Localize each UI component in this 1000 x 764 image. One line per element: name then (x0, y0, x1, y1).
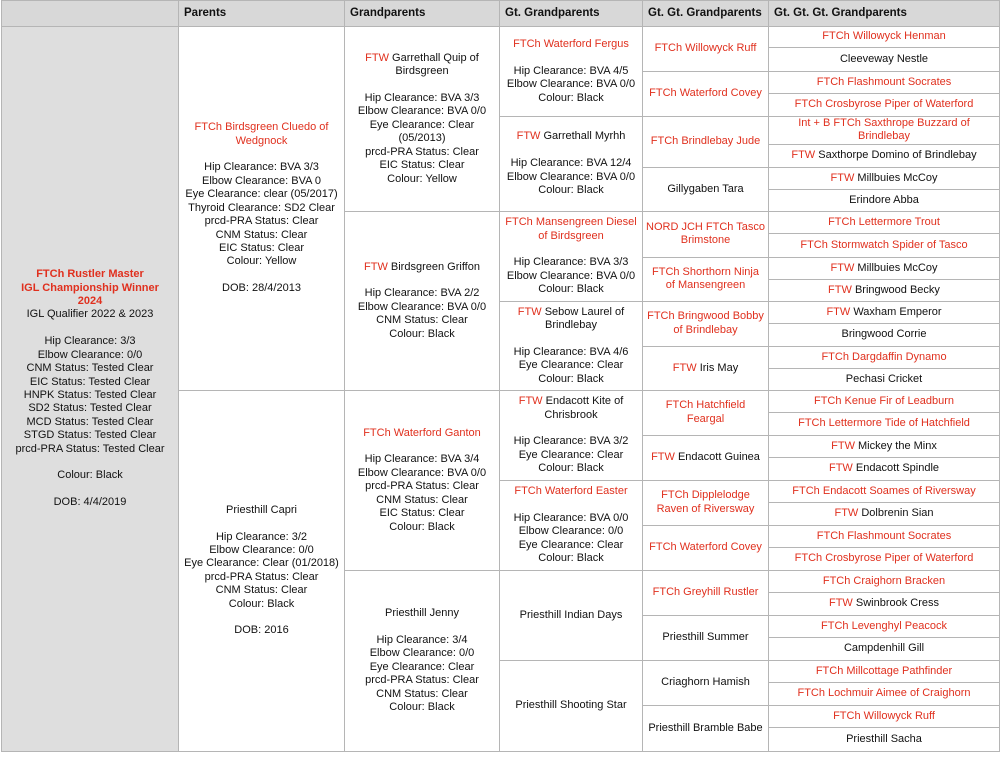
dog-name: Int + B FTCh Saxthrope Buzzard of Brindlebay (798, 117, 970, 143)
dog-name: FTCh Rustler Master (36, 268, 144, 281)
ggggp-cell (769, 682, 1000, 705)
dog-name: Birdsgreen Griffon (390, 260, 480, 273)
detail-line: (05/2013) (398, 132, 446, 145)
dog-name: FTCh Lochmuir Aimee of Craighorn (797, 687, 971, 700)
ggggp-cell (769, 257, 1000, 279)
ggggp-cell (769, 412, 1000, 435)
kennel-title: FTCh (514, 485, 542, 498)
spacer (182, 148, 341, 161)
dog-name: Mansengreen Diesel of Birdsgreen (535, 216, 637, 242)
dog-name: FTCh Willowyck Ruff (833, 709, 935, 722)
gggp-cell (643, 615, 769, 660)
ggggp-cell (769, 144, 1000, 167)
header-gt-gt-gt-grandparents: Gt. Gt. Gt. Grandparents (769, 1, 1000, 27)
dog-name: Campdenhill Gill (843, 642, 925, 655)
kennel-title: FTW (516, 130, 541, 143)
gggp-cell (643, 301, 769, 346)
dog-health-item: Hip Clearance: 3/3 (44, 335, 136, 348)
dog-health-item: prcd-PRA Status: Tested Clear (15, 442, 165, 455)
ggp-cell (500, 27, 643, 117)
detail-line: Elbow Clearance: BVA 0/0 (506, 170, 636, 183)
detail-line: Colour: Black (389, 327, 455, 340)
kennel-title: FTW (651, 451, 675, 464)
ggggp-cell (769, 279, 1000, 301)
dog-name: Garrethall Myrhh (543, 130, 626, 143)
dog-name: FTCh Waterford Covey (649, 87, 762, 100)
detail-line: Hip Clearance: BVA 3/3 (364, 92, 480, 105)
dog-name: Birdsgreen Cluedo of Wedgnock (225, 121, 329, 147)
pedigree-body (2, 27, 1000, 752)
gp-cell (345, 211, 500, 390)
spacer (503, 144, 639, 157)
gggp-cell (643, 346, 769, 390)
ancestor-name (503, 609, 639, 622)
detail-line: Hip Clearance: BVA 0/0 (513, 511, 629, 524)
ggggp-cell (769, 457, 1000, 480)
detail-line: Eye Clearance: Clear (369, 660, 475, 673)
dog-name: Priesthill Bramble Babe (648, 721, 763, 734)
dog-name: Endacott Kite of Chrisbrook (544, 395, 624, 421)
kennel-title: FTW (517, 305, 542, 318)
detail-line: Eye Clearance: Clear (518, 538, 624, 551)
detail-line: Colour: Black (538, 91, 604, 104)
spacer (348, 621, 496, 634)
detail-line: Hip Clearance: BVA 2/2 (364, 287, 480, 300)
detail-line: Hip Clearance: BVA 3/3 (204, 161, 319, 174)
ggggp-cell (769, 660, 1000, 682)
dog-name: Pechasi Cricket (845, 372, 923, 385)
dog-name: FTCh Bringwood Bobby of Brindlebay (647, 310, 764, 336)
spacer (503, 243, 639, 256)
kennel-title: FTW (834, 507, 859, 520)
ggggp-cell (769, 547, 1000, 570)
ggp-cell (500, 480, 643, 570)
gggp-cell (643, 570, 769, 615)
detail-line: Hip Clearance: 3/4 (376, 633, 468, 646)
header-parents: Parents (179, 1, 345, 27)
ggggp-cell (769, 167, 1000, 189)
gggp-cell (643, 211, 769, 257)
detail-line: Hip Clearance: BVA 3/2 (513, 435, 629, 448)
ggggp-cell (769, 72, 1000, 94)
kennel-title: FTCh (363, 426, 391, 439)
dog-name: Endacott Guinea (677, 451, 760, 464)
dog-name: FTCh Crosbyrose Piper of Waterford (794, 552, 974, 565)
detail-line: Colour: Black (228, 597, 295, 610)
detail-line: Colour: Black (389, 520, 455, 533)
dog-name: FTCh Flashmount Socrates (816, 75, 952, 88)
spacer (503, 422, 639, 435)
detail-line: Colour: Yellow (387, 172, 457, 185)
header-dog (2, 1, 179, 27)
kennel-title: FTW (828, 462, 853, 475)
detail-line: Colour: Black (389, 701, 455, 714)
dog-name: Priesthill Summer (662, 631, 749, 644)
ggggp-cell (769, 94, 1000, 117)
ggp-cell (500, 211, 643, 301)
kennel-title: FTW (365, 51, 389, 64)
detail-line: Hip Clearance: 3/2 (215, 530, 308, 543)
dog-name: Iris May (699, 361, 739, 374)
gggp-cell (643, 390, 769, 435)
ggggp-cell (769, 189, 1000, 211)
ancestor-name (348, 52, 496, 79)
detail-line: EIC Status: Clear (379, 507, 465, 520)
dog-name: Saxthorpe Domino of Brindlebay (818, 149, 977, 162)
dog-health-item: EIC Status: Tested Clear (29, 375, 151, 388)
ggggp-cell (769, 592, 1000, 615)
dog-name: Millbuies McCoy (857, 261, 938, 274)
detail-line: Hip Clearance: BVA 3/3 (513, 256, 629, 269)
dog-name: Dolbrenin Sian (861, 507, 934, 520)
dog-name: FTCh Lettermore Trout (828, 215, 940, 228)
dog-name: Waterford Fergus (543, 37, 629, 50)
gggp-cell (643, 435, 769, 480)
dog-name: Mickey the Minx (858, 439, 937, 452)
dog-name: NORD JCH FTCh Tasco Brimstone (646, 220, 765, 247)
dog-name: Priesthill Capri (226, 503, 297, 516)
detail-line: Elbow Clearance: BVA 0/0 (357, 466, 487, 479)
dog-name: FTCh Levenghyl Peacock (821, 619, 947, 632)
kennel-title: FTW (791, 149, 816, 162)
ggp-cell (500, 117, 643, 212)
ggggp-cell (769, 502, 1000, 525)
detail-line: CNM Status: Clear (376, 314, 468, 327)
ggp-cell (500, 570, 643, 660)
ggggp-cell (769, 368, 1000, 390)
detail-line: Colour: Black (538, 283, 604, 296)
pedigree-row (2, 27, 1000, 48)
dog-name: Gillygaben Tara (667, 182, 744, 195)
ancestor-name (348, 607, 496, 620)
dog-name: Priesthill Sacha (846, 732, 922, 745)
detail-line: EIC Status: Clear (219, 241, 304, 254)
pedigree-table (1, 0, 1000, 752)
detail-line: CNM Status: Clear (376, 687, 468, 700)
dog-name: Waterford Ganton (393, 426, 481, 439)
kennel-title: FTW (518, 395, 543, 408)
ggggp-cell (769, 346, 1000, 368)
kennel-title: FTCh (505, 216, 533, 229)
header-gt-grandparents: Gt. Grandparents (500, 1, 643, 27)
dog-qualifier: IGL Qualifier 2022 & 2023 (26, 308, 154, 321)
dog-name: FTCh Endacott Soames of Riversway (792, 484, 976, 497)
detail-line: Elbow Clearance: BVA 0/0 (506, 78, 636, 91)
dog-name: FTCh Brindlebay Jude (650, 135, 761, 148)
dog-name: Priesthill Indian Days (519, 608, 623, 621)
spacer (182, 517, 341, 530)
spacer (348, 79, 496, 92)
dam-cell (179, 390, 345, 751)
detail-line: Eye Clearance: Clear (518, 359, 624, 372)
gggp-cell (643, 167, 769, 211)
detail-line: Elbow Clearance: BVA 0/0 (357, 105, 487, 118)
dog-name: Waxham Emperor (853, 305, 942, 318)
subject-dog-cell (2, 27, 179, 752)
ggggp-cell (769, 727, 1000, 751)
ggp-cell (500, 301, 643, 390)
dog-name: FTCh Flashmount Socrates (816, 529, 952, 542)
detail-line: Colour: Yellow (226, 255, 297, 268)
sire-name (182, 121, 341, 148)
detail-line: prcd-PRA Status: Clear (204, 570, 319, 583)
dog-name: FTCh Stormwatch Spider of Tasco (800, 238, 968, 251)
ancestor-name (503, 395, 639, 422)
detail-line: Elbow Clearance: 0/0 (209, 544, 314, 556)
dog-name: FTCh Hatchfield Feargal (665, 399, 746, 425)
detail-line: CNM Status: Clear (215, 584, 308, 597)
ancestor-name (503, 699, 639, 712)
spacer (503, 332, 639, 345)
ancestor-name (503, 130, 639, 143)
ggggp-cell (769, 323, 1000, 346)
dog-title: IGL Championship Winner (21, 281, 159, 294)
detail-line: CNM Status: Clear (215, 228, 308, 241)
dog-name: Erindore Abba (849, 193, 919, 206)
kennel-title: FTW (831, 439, 855, 452)
kennel-title: FTW (826, 305, 851, 318)
dog-name: FTCh Dargdaffin Dynamo (821, 350, 947, 363)
dog-name: FTCh Shorthorn Ninja of Mansengreen (652, 265, 759, 292)
spacer (5, 483, 175, 496)
dog-name: Sebow Laurel of Brindlebay (544, 305, 625, 331)
dog-health-item: SD2 Status: Tested Clear (28, 402, 152, 415)
dog-name: Endacott Spindle (855, 462, 940, 475)
spacer (348, 440, 496, 453)
dog-name: FTCh Greyhill Rustler (652, 586, 759, 599)
detail-line: Elbow Clearance: BVA 0/0 (357, 300, 487, 313)
dog-name: FTCh Kenue Fir of Leadburn (813, 394, 955, 407)
ggggp-cell (769, 570, 1000, 592)
kennel-title: FTW (672, 361, 697, 374)
dog-name: FTCh Millcottage Pathfinder (815, 664, 953, 677)
dog-health-item: MCD Status: Tested Clear (26, 415, 154, 428)
gggp-cell (643, 257, 769, 301)
dog-health-item: Elbow Clearance: 0/0 (37, 348, 143, 361)
header-gt-gt-grandparents: Gt. Gt. Grandparents (643, 1, 769, 27)
ancestor-name (503, 306, 639, 333)
dog-name: Cleeveway Nestle (839, 52, 929, 65)
ancestor-name (348, 261, 496, 274)
detail-line: EIC Status: Clear (379, 159, 465, 172)
detail-line: CNM Status: Clear (376, 493, 468, 506)
gggp-cell (643, 27, 769, 72)
gggp-cell (643, 117, 769, 168)
dog-name: Priesthill Shooting Star (515, 699, 627, 712)
detail-line: Hip Clearance: BVA 4/6 (513, 345, 629, 358)
ggggp-cell (769, 301, 1000, 323)
kennel-title: FTW (828, 283, 852, 296)
dog-name: FTCh Waterford Covey (649, 541, 762, 554)
ancestor-name (503, 216, 639, 243)
gggp-cell (643, 660, 769, 705)
dog-name: FTCh Lettermore Tide of Hatchfield (798, 417, 970, 430)
kennel-title: FTCh (194, 121, 223, 134)
detail-line: Thyroid Clearance: SD2 Clear (188, 201, 335, 214)
ggggp-cell (769, 48, 1000, 72)
spacer (503, 51, 639, 64)
dog-name: Swinbrook Cress (855, 597, 940, 610)
dam-dob: DOB: 2016 (234, 624, 289, 637)
dog-name: FTCh Willowyck Henman (822, 30, 946, 43)
ancestor-name (503, 485, 639, 498)
dog-health-item: STGD Status: Tested Clear (23, 429, 157, 442)
dog-title-year: 2024 (77, 295, 103, 308)
gggp-cell (643, 525, 769, 570)
ggggp-cell (769, 525, 1000, 547)
spacer (5, 456, 175, 469)
detail-line: Colour: Black (538, 552, 604, 565)
spacer (182, 269, 341, 282)
gp-cell (345, 27, 500, 212)
ggggp-cell (769, 390, 1000, 412)
detail-line: Eye Clearance: Clear (518, 448, 624, 461)
ggp-cell (500, 660, 643, 751)
ggggp-cell (769, 27, 1000, 48)
header-grandparents: Grandparents (345, 1, 500, 27)
detail-line: Hip Clearance: BVA 3/4 (364, 453, 480, 466)
gggp-cell (643, 480, 769, 525)
detail-line: Hip Clearance: BVA 12/4 (510, 157, 632, 170)
dog-name: FTCh Craighorn Bracken (822, 574, 946, 587)
spacer (182, 611, 341, 624)
detail-line: Colour: Black (538, 462, 604, 475)
ggggp-cell (769, 233, 1000, 257)
detail-line: Elbow Clearance: 0/0 (369, 647, 475, 660)
spacer (348, 274, 496, 287)
detail-line: prcd-PRA Status: Clear (365, 145, 479, 158)
ggggp-cell (769, 211, 1000, 233)
dog-colour: Colour: Black (57, 469, 123, 482)
detail-line: prcd-PRA Status: Clear (204, 215, 319, 228)
spacer (5, 322, 175, 335)
dog-name: Bringwood Corrie (841, 328, 927, 341)
detail-line: Eye Clearance: Clear (01/2018) (184, 557, 339, 570)
detail-line: Elbow Clearance: 0/0 (518, 525, 624, 538)
dog-name: FTCh Willowyck Ruff (654, 42, 757, 55)
dog-name: Millbuies McCoy (857, 171, 938, 184)
dog-name: Garrethall Quip of Birdsgreen (392, 51, 479, 78)
kennel-title: FTW (830, 261, 855, 274)
dog-name: Priesthill Jenny (385, 607, 459, 620)
detail-line: Colour: Black (538, 372, 604, 385)
header-row (2, 1, 1000, 27)
detail-line: Eye Clearance: Clear (369, 118, 475, 131)
kennel-title: FTW (364, 260, 388, 273)
ggggp-cell (769, 615, 1000, 637)
ancestor-name (503, 38, 639, 51)
dog-name: Bringwood Becky (854, 283, 940, 296)
sire-dob: DOB: 28/4/2013 (222, 282, 301, 295)
ggggp-cell (769, 637, 1000, 660)
detail-line: Eye Clearance: clear (05/2017) (185, 188, 338, 201)
gp-cell (345, 570, 500, 751)
gggp-cell (643, 705, 769, 751)
detail-line: prcd-PRA Status: Clear (365, 674, 479, 687)
dam-name (182, 504, 341, 517)
dog-dob: DOB: 4/4/2019 (53, 496, 127, 509)
kennel-title: FTW (828, 597, 853, 610)
kennel-title: FTCh (513, 37, 541, 50)
dog-name: FTCh Crosbyrose Piper of Waterford (794, 98, 974, 111)
dog-name: Criaghorn Hamish (661, 676, 750, 689)
dog-health-item: CNM Status: Tested Clear (26, 362, 154, 375)
dog-health-item: HNPK Status: Tested Clear (23, 388, 157, 401)
ggggp-cell (769, 435, 1000, 457)
detail-line: Elbow Clearance: BVA 0/0 (506, 269, 636, 282)
sire-cell (179, 27, 345, 391)
detail-line: prcd-PRA Status: Clear (365, 480, 479, 493)
ggp-cell (500, 390, 643, 480)
detail-line: Elbow Clearance: BVA 0 (201, 174, 322, 187)
dog-name: Waterford Easter (544, 485, 628, 498)
gp-cell (345, 390, 500, 570)
spacer (503, 499, 639, 512)
detail-line: Colour: Black (538, 184, 604, 196)
ggggp-cell (769, 480, 1000, 502)
detail-line: Hip Clearance: BVA 4/5 (513, 64, 629, 77)
ggggp-cell (769, 705, 1000, 727)
ggggp-cell (769, 117, 1000, 145)
kennel-title: FTW (830, 171, 855, 184)
gggp-cell (643, 72, 769, 117)
dog-name: FTCh Dipplelodge Raven of Riversway (656, 489, 755, 515)
ancestor-name (348, 427, 496, 440)
